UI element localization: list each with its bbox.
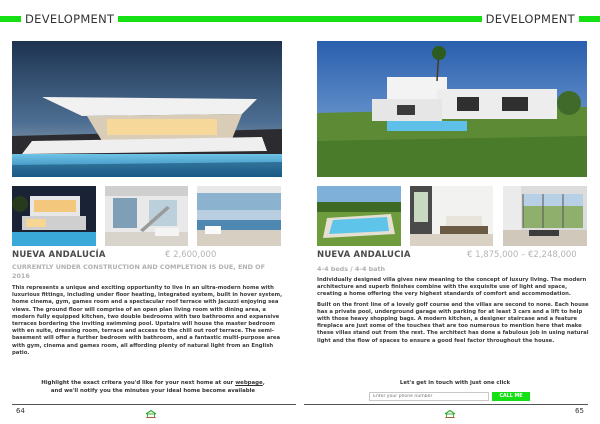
thumb-night-exterior bbox=[12, 186, 96, 246]
header-bar bbox=[300, 16, 482, 22]
contact-callout: Let's get in touch with just one click bbox=[399, 380, 511, 386]
description-paragraph: Built on the front line of a lovely golf course and the villas are second to none. Each house has a private pool, underground garage with parking for at least 3 cars and a lift to help with those heavy shopping bags. A modern kitchen, a designer staircase and a feature fireplace are just some of the touches that are too numerous to mention here that make these villas stand out from the rest. The architect has done a fabulous job in using natural light and the flow of spaces to ensure a good feel factor throughout the house. bbox=[317, 301, 589, 344]
footer-rule bbox=[304, 404, 588, 405]
thumb-glass-living bbox=[503, 186, 587, 246]
property-price: € 2,600,000 bbox=[165, 250, 217, 260]
construction-status: CURRENTLY UNDER CONSTRUCTION AND COMPLETION IS DUE, END OF 2016 bbox=[12, 263, 265, 280]
criteria-callout bbox=[40, 380, 266, 395]
call-me-button[interactable]: CALL ME bbox=[492, 392, 530, 401]
header-bar bbox=[118, 16, 300, 22]
webpage-link[interactable]: webpage bbox=[235, 380, 263, 386]
thumb-living-room bbox=[410, 186, 493, 246]
header-bar bbox=[0, 16, 21, 22]
description-paragraph: This represents a unique and exciting opportunity to live in an ultra-modern home with luxurious fittings, including under floor heating, integrated system, built in hover system, home cinema, gym, games room and a spectacular roof terrace with Jacuzzi enjoying sea views. The ground floor will comprise of an open plan living room with dining area, a modern fully equipped kitchen, two double bedrooms with two bathrooms and expansive terraces bordering the inviting swimming pool. Upstairs will house the master bedroom with en suite, dressing room, terrace and access to the chill out roof terrace. The semi-basement will offer a further bedroom with bathroom, and a fantastic multi-purpose area with gym, cinema and games room, all affording plenty of natural light from an English patio. bbox=[12, 285, 283, 356]
house-logo-icon bbox=[444, 410, 456, 418]
main-photo-modern-villa bbox=[12, 41, 282, 177]
thumb-sea-view-terrace bbox=[197, 186, 281, 246]
property-name: NUEVA ANDALUCÍA bbox=[12, 250, 106, 260]
property-description bbox=[317, 277, 591, 348]
property-price: € 1,875,000 – €2,248,000 bbox=[467, 250, 577, 260]
left-header bbox=[0, 12, 300, 26]
description-paragraph: Individually designed villa gives new meaning to the concept of luxury living. The modern architecture and superb finishes combine with the exquisite use of light and space, creating a home offering the very highest standards of comfort and accommodation. bbox=[317, 277, 587, 298]
main-photo-white-villa bbox=[317, 41, 587, 177]
page-number: 65 bbox=[575, 407, 584, 415]
footer-rule bbox=[12, 404, 296, 405]
thumb-pool-garden bbox=[317, 186, 401, 246]
property-name: NUEVA ANDALUCIA bbox=[317, 250, 411, 260]
page-number: 64 bbox=[16, 407, 25, 415]
house-logo-icon bbox=[145, 410, 157, 418]
property-description bbox=[12, 285, 284, 360]
phone-number-input[interactable] bbox=[369, 392, 489, 401]
callout-text: , and we'll notify you the minutes your ideal home become available bbox=[50, 380, 265, 394]
beds-baths: 4-4 beds / 4-4 bath bbox=[317, 265, 386, 273]
section-title: DEVELOPMENT bbox=[25, 12, 115, 26]
section-title: DEVELOPMENT bbox=[485, 12, 575, 26]
header-bar bbox=[579, 16, 600, 22]
right-header bbox=[300, 12, 600, 26]
callout-text: Highlight the exact critera you'd like for your next home at our bbox=[41, 380, 236, 386]
thumb-interior-staircase bbox=[105, 186, 188, 246]
right-page bbox=[300, 0, 600, 424]
